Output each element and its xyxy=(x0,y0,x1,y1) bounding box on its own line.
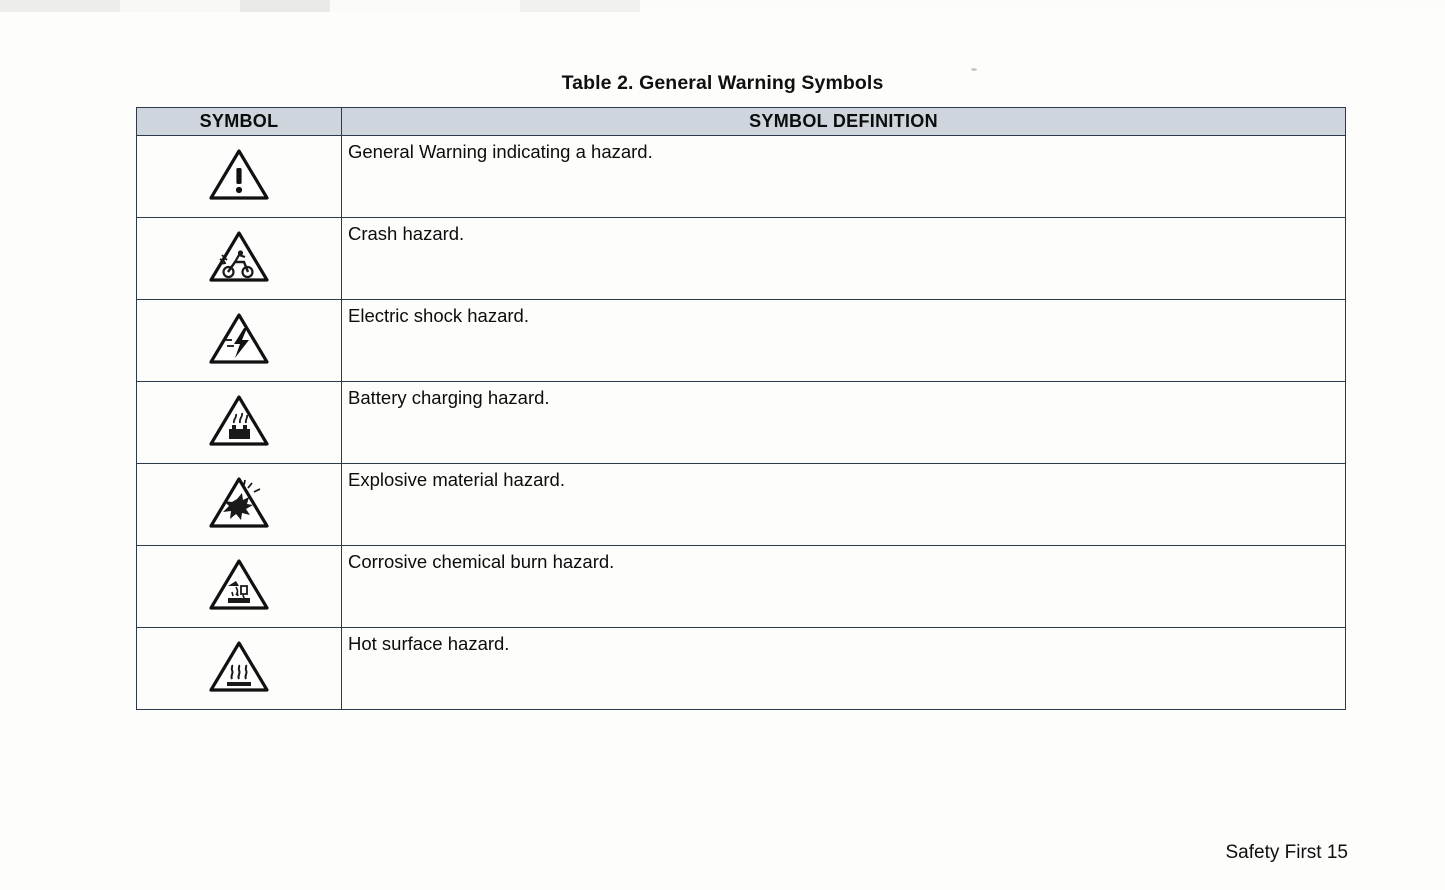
table-row xyxy=(137,628,1346,710)
general-warning-symbols-table xyxy=(136,107,1346,710)
table-header xyxy=(137,108,1346,136)
column-header-symbol: SYMBOL xyxy=(137,108,342,136)
definition-cell xyxy=(342,464,1346,546)
definition-cell xyxy=(342,300,1346,382)
symbol-cell xyxy=(137,300,342,382)
definition-text: General Warning indicating a hazard. xyxy=(348,141,653,162)
definition-text: Battery charging hazard. xyxy=(348,387,550,408)
warning-triangle-corrosive-icon xyxy=(208,556,270,612)
warning-triangle-crash-icon xyxy=(208,228,270,284)
definition-cell xyxy=(342,218,1346,300)
definition-text: Explosive material hazard. xyxy=(348,469,565,490)
definition-text: Electric shock hazard. xyxy=(348,305,529,326)
definition-cell xyxy=(342,382,1346,464)
warning-triangle-exclamation-icon xyxy=(208,146,270,202)
warning-triangle-electric-shock-icon xyxy=(208,310,270,366)
table-row xyxy=(137,300,1346,382)
table-title: Table 2. General Warning Symbols xyxy=(561,72,884,94)
definition-text: Corrosive chemical burn hazard. xyxy=(348,551,615,572)
page-footer: Safety First 15 xyxy=(1225,842,1348,863)
table-body xyxy=(137,136,1346,710)
table-header-row xyxy=(137,108,1346,136)
definition-cell xyxy=(342,628,1346,710)
symbol-cell xyxy=(137,464,342,546)
definition-cell xyxy=(342,546,1346,628)
symbol-cell xyxy=(137,218,342,300)
table-row xyxy=(137,546,1346,628)
warning-triangle-explosion-icon xyxy=(208,474,270,530)
symbol-cell xyxy=(137,382,342,464)
definition-text: Hot surface hazard. xyxy=(348,633,510,654)
table-row xyxy=(137,382,1346,464)
table-row xyxy=(137,464,1346,546)
column-header-symbol-definition: SYMBOL DEFINITION xyxy=(342,108,1346,136)
table-row xyxy=(137,136,1346,218)
warning-triangle-hot-surface-icon xyxy=(208,638,270,694)
symbol-cell xyxy=(137,628,342,710)
symbol-cell xyxy=(137,136,342,218)
warning-triangle-battery-charging-icon xyxy=(208,392,270,448)
symbol-cell xyxy=(137,546,342,628)
scan-speck xyxy=(971,68,977,71)
definition-text: Crash hazard. xyxy=(348,223,465,244)
definition-cell xyxy=(342,136,1346,218)
table-row xyxy=(137,218,1346,300)
